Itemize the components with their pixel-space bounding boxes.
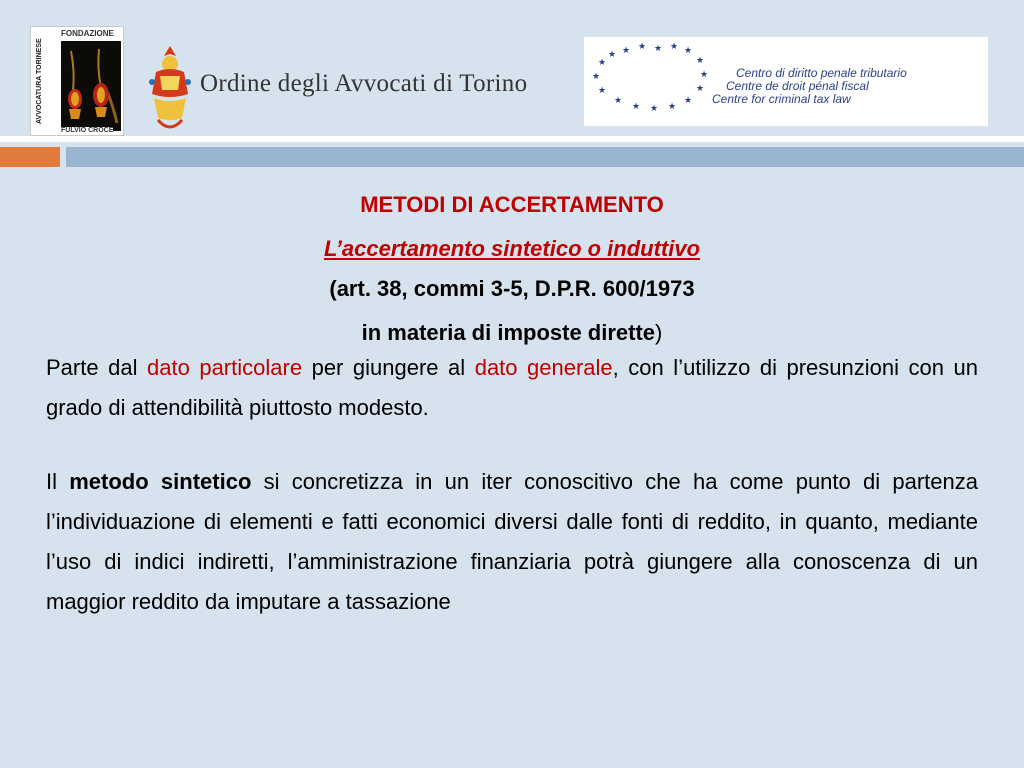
legal-reference-close: ) — [655, 320, 663, 345]
centro-logo-text — [712, 67, 907, 106]
svg-text:★: ★ — [614, 96, 623, 106]
eu-stars-icon — [584, 37, 724, 126]
para1-text-a: Parte dal — [46, 355, 147, 380]
centro-line-it: Centro di diritto penale tributario — [736, 66, 907, 80]
fondazione-logo — [30, 26, 124, 136]
fondazione-logo-vertical-text: AVVOCATURA TORINESE — [36, 38, 43, 124]
para2-text-b: si concretizza in un iter conoscitivo che ha come punto di partenza l’individuazione di elementi e fatti economici diversi dalle fonti di reddito, in quanto, mediante l’uso di indici indiretti, l’amministrazione finanziaria potrà giungere alla conoscenza di un maggior reddito da imputare a tassazione — [46, 469, 978, 614]
svg-text:★: ★ — [598, 86, 607, 96]
svg-text:★: ★ — [632, 102, 641, 112]
svg-text:★: ★ — [670, 42, 679, 52]
svg-text:★: ★ — [654, 44, 663, 54]
accent-bar-orange — [0, 147, 60, 167]
svg-text:★: ★ — [598, 58, 607, 68]
para1-text-c: , con l’utilizzo di presunzioni con un grado di attendibilità piuttosto modesto. — [46, 355, 978, 420]
svg-text:★: ★ — [684, 96, 693, 106]
fondazione-logo-top-text: FONDAZIONE — [61, 29, 114, 38]
legal-reference-subject: in materia di imposte dirette — [361, 320, 656, 345]
legal-reference-continued — [46, 318, 978, 348]
svg-text:★: ★ — [668, 102, 677, 112]
svg-text:★: ★ — [608, 50, 617, 60]
fondazione-logo-bottom-text: FULVIO CROCE — [61, 127, 114, 134]
slide-title: METODI DI ACCERTAMENTO — [360, 192, 664, 217]
para2-text-a: Il — [46, 469, 70, 494]
svg-text:★: ★ — [592, 72, 601, 82]
centro-line-fr: Centre de droit pénal fiscal — [726, 79, 869, 93]
svg-text:★: ★ — [638, 42, 647, 52]
para2-bold-metodo-sintetico: metodo sintetico — [69, 469, 252, 494]
ordine-logo-text: Ordine degli Avvocati di Torino — [200, 70, 528, 97]
para1-highlight-dato-generale: dato generale — [474, 355, 613, 380]
para1-text-b: per giungere al — [302, 355, 475, 380]
slide-content — [46, 190, 978, 622]
svg-text:★: ★ — [700, 70, 709, 80]
legal-reference: (art. 38, commi 3-5, D.P.R. 600/1973 — [329, 276, 695, 301]
svg-text:★: ★ — [696, 84, 705, 94]
paragraph-1 — [46, 348, 978, 428]
toga-tassel-image — [61, 41, 121, 131]
accent-bar-blue — [66, 147, 1024, 167]
centro-logo — [584, 37, 988, 126]
ordine-emblem-icon — [146, 42, 194, 136]
header-divider — [0, 136, 1024, 142]
svg-text:★: ★ — [650, 104, 659, 114]
paragraph-2 — [46, 462, 978, 622]
paragraph-spacer — [46, 428, 978, 462]
slide-subtitle: L’accertamento sintetico o induttivo — [323, 236, 701, 261]
para1-highlight-dato-particolare: dato particolare — [147, 355, 303, 380]
centro-line-en: Centre for criminal tax law — [712, 92, 851, 106]
svg-text:★: ★ — [696, 56, 705, 66]
svg-text:★: ★ — [622, 46, 631, 56]
svg-text:★: ★ — [684, 46, 693, 56]
